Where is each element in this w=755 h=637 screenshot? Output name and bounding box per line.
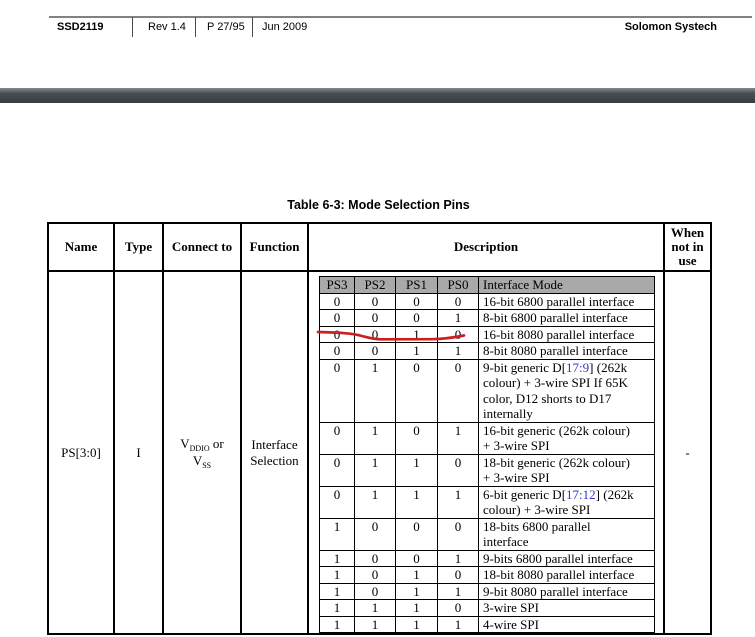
text-run: + 3-wire SPI (483, 470, 550, 485)
ps-bit-cell: 1 (355, 616, 396, 633)
text-run: 8-bit 6800 parallel interface (483, 310, 628, 325)
ps-bit-cell: 0 (320, 454, 355, 486)
pin-name-cell: PS[3:0] (48, 271, 114, 634)
interface-mode-cell (479, 359, 655, 422)
interface-mode-cell (479, 486, 655, 518)
text-run: internally (483, 406, 533, 421)
col-header-name: Name (48, 223, 114, 271)
interface-mode-row (320, 326, 655, 343)
ps-bit-cell: 1 (320, 550, 355, 567)
interface-mode-row (320, 583, 655, 600)
interface-mode-table (319, 276, 655, 633)
interface-mode-cell (479, 518, 655, 550)
text-run: or (209, 435, 224, 451)
crossref-link[interactable]: 17:12 (566, 486, 596, 502)
text-run: V (180, 435, 190, 451)
interface-mode-cell (479, 310, 655, 327)
ps-bit-cell: 0 (396, 422, 438, 454)
interface-mode-row (320, 616, 655, 633)
header-separator (132, 17, 133, 37)
ps-bit-cell: 0 (355, 310, 396, 327)
interface-mode-row (320, 293, 655, 310)
ps-bit-cell: 0 (320, 486, 355, 518)
ps-bit-cell: 0 (438, 326, 479, 343)
page-number: P 27/95 (207, 21, 245, 33)
ps-bit-cell: 1 (355, 422, 396, 454)
interface-mode-cell (479, 583, 655, 600)
ps-bit-cell: 0 (320, 343, 355, 360)
ps-bit-cell: 1 (396, 616, 438, 633)
doc-id: SSD2119 (57, 21, 104, 33)
interface-mode-row (320, 550, 655, 567)
interface-mode-row (320, 343, 655, 360)
ps-bit-cell: 1 (438, 583, 479, 600)
ps-bit-cell: 0 (320, 326, 355, 343)
ps-bit-cell: 1 (355, 600, 396, 617)
ps-bit-cell: 0 (355, 343, 396, 360)
ps-bit-cell: 0 (320, 359, 355, 422)
text-run: 18-bit generic (262k colour) (483, 454, 630, 470)
ps-bit-cell: 1 (438, 486, 479, 518)
text-run: interface (483, 534, 529, 549)
crossref-link[interactable]: 17:9 (566, 359, 590, 375)
inner-col-ps3: PS3 (320, 277, 355, 294)
inner-col-interface-mode: Interface Mode (479, 277, 655, 294)
text-run: 18-bits 6800 parallel (483, 518, 591, 534)
ps-bit-cell: 1 (396, 486, 438, 518)
pin-data-row (48, 271, 711, 634)
col-header-type: Type (114, 223, 163, 271)
ps-bit-cell: 0 (320, 422, 355, 454)
ps-bit-cell: 1 (355, 486, 396, 518)
ps-bit-cell: 0 (438, 293, 479, 310)
text-run: ] (262k (589, 359, 628, 375)
interface-mode-cell (479, 600, 655, 617)
text-run: V (192, 452, 203, 468)
table-title: Table 6-3: Mode Selection Pins (287, 198, 470, 212)
interface-mode-cell (479, 550, 655, 567)
ps-bit-cell: 1 (438, 422, 479, 454)
text-run: 16-bit 8080 parallel interface (483, 326, 635, 342)
ps-bit-cell: 1 (438, 550, 479, 567)
text-run: 9-bit 8080 parallel interface (483, 583, 628, 599)
ps-bit-cell: 0 (396, 550, 438, 567)
inner-col-ps2: PS2 (355, 277, 396, 294)
interface-mode-cell (479, 454, 655, 486)
interface-mode-row (320, 359, 655, 422)
ps-bit-cell: 0 (355, 326, 396, 343)
ps-bit-cell: 0 (438, 518, 479, 550)
text-run: 9-bit generic D[ (483, 359, 567, 375)
company-name: Solomon Systech (624, 21, 717, 33)
ps-bit-cell: 0 (438, 454, 479, 486)
ps-bit-cell: 1 (355, 359, 396, 422)
section-divider-bar (0, 88, 755, 103)
interface-mode-cell (479, 293, 655, 310)
inner-header-row (320, 277, 655, 294)
connect-to-cell (163, 271, 241, 634)
when-not-in-use-cell: - (664, 271, 711, 634)
interface-mode-cell (479, 343, 655, 360)
ps-bit-cell: 0 (438, 567, 479, 584)
ps-bit-cell: 1 (320, 600, 355, 617)
ps-bit-cell: 1 (396, 567, 438, 584)
ps-bit-cell: 0 (355, 293, 396, 310)
text-run: color, D12 shorts to D17 (483, 390, 612, 406)
text-run: 3-wire SPI (483, 600, 539, 615)
interface-mode-cell (479, 567, 655, 584)
ps-bit-cell: 0 (320, 310, 355, 327)
text-run: colour) + 3-wire SPI (483, 502, 591, 517)
doc-date: Jun 2009 (262, 21, 308, 33)
text-run: colour) + 3-wire SPI If 65K (483, 375, 628, 390)
pin-type-cell: I (114, 271, 163, 634)
interface-mode-row (320, 518, 655, 550)
text-run: 6-bit generic D[ (483, 486, 567, 502)
interface-mode-row (320, 486, 655, 518)
ps-bit-cell: 0 (438, 359, 479, 422)
ps-bit-cell: 0 (355, 518, 396, 550)
ps-bit-cell: 0 (396, 518, 438, 550)
ps-bit-cell: 1 (396, 326, 438, 343)
interface-mode-row (320, 422, 655, 454)
ps-bit-cell: 0 (396, 293, 438, 310)
ps-bit-cell: 0 (355, 583, 396, 600)
doc-revision: Rev 1.4 (148, 21, 186, 33)
interface-mode-row (320, 310, 655, 327)
header-top-rule (49, 16, 752, 18)
text-run: 9-bits 6800 parallel interface (483, 550, 633, 566)
text-run: 16-bit 6800 parallel interface (483, 293, 635, 309)
text-run: 16-bit generic (262k colour) (483, 422, 630, 438)
ps-bit-cell: 1 (320, 518, 355, 550)
text-run: + 3-wire SPI (483, 438, 550, 453)
ps-bit-cell: 0 (396, 310, 438, 327)
interface-mode-row (320, 600, 655, 617)
subscript-text: SS (202, 460, 212, 470)
inner-col-ps1: PS1 (396, 277, 438, 294)
ps-bit-cell: 0 (396, 359, 438, 422)
ps-bit-cell: 1 (320, 583, 355, 600)
description-cell (308, 271, 664, 634)
col-header-function: Function (241, 223, 308, 271)
text-run: 8-bit 8080 parallel interface (483, 343, 628, 358)
ps-bit-cell: 1 (396, 583, 438, 600)
ps-bit-cell: 0 (320, 293, 355, 310)
outer-header-row (48, 223, 711, 271)
ps-bit-cell: 1 (438, 310, 479, 327)
ps-bit-cell: 1 (438, 343, 479, 360)
header-separator (195, 17, 196, 37)
ps-bit-cell: 1 (320, 616, 355, 633)
ps-bit-cell: 0 (438, 600, 479, 617)
interface-mode-cell (479, 616, 655, 633)
interface-mode-cell (479, 422, 655, 454)
text-run: 4-wire SPI (483, 616, 539, 632)
ps-bit-cell: 1 (438, 616, 479, 633)
ps-bit-cell: 1 (396, 454, 438, 486)
text-run: ] (262k (595, 486, 634, 502)
ps-bit-cell: 1 (396, 343, 438, 360)
mode-selection-table (47, 222, 712, 635)
interface-mode-row (320, 567, 655, 584)
ps-bit-cell: 1 (355, 454, 396, 486)
interface-mode-cell (479, 326, 655, 343)
text-run: 18-bit 8080 parallel interface (483, 567, 635, 582)
col-header-when-not-in-use: When not in use (664, 223, 711, 271)
function-cell: Interface Selection (241, 271, 308, 634)
interface-mode-row (320, 454, 655, 486)
ps-bit-cell: 1 (320, 567, 355, 584)
col-header-connect-to: Connect to (163, 223, 241, 271)
ps-bit-cell: 0 (355, 550, 396, 567)
ps-bit-cell: 1 (396, 600, 438, 617)
header-separator (252, 17, 253, 37)
col-header-description: Description (308, 223, 664, 271)
subscript-text: DDIO (189, 443, 210, 453)
ps-bit-cell: 0 (355, 567, 396, 584)
inner-col-ps0: PS0 (438, 277, 479, 294)
